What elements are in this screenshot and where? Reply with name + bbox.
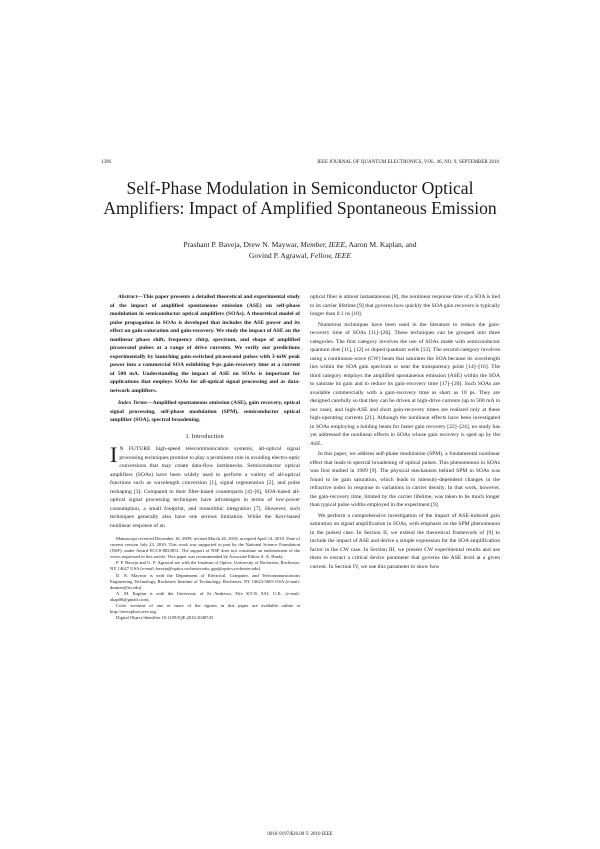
author-block: [130, 239, 470, 261]
section-heading-introduction: I. Introduction: [186, 433, 224, 440]
left-column: [110, 293, 300, 621]
footnotes: [110, 536, 300, 621]
author-names-1: Prashant P. Baveja, Drew N. Maywar,: [183, 240, 301, 249]
abstract-text: —This paper presents a detailed theoretical and experimental study of the impact of amplified spontaneous emission (ASE) on self-phase modulation in semiconductor optical amplifiers (SOAs). A theoretical model of pulse propagation in SOAs is developed that includes the ASE power and its effect on gain-saturation and gain-recovery. We study the impact of ASE on the nonlinear phase shift, frequency chirp, spectrum, and shape of amplified picosecond pulses at a range of drive currents. We verify our predictions experimentally by launching gain-switched picosecond pulses with 3-mW peak power into a commercial SOA exhibiting 9-ps gain-recovery time at a current of 500 mA. Understanding the impact of ASE on SOAs is important for applications that employs SOAs for all-optical signal processing and as data-network amplifiers.: [110, 294, 300, 394]
journal-header: IEEE JOURNAL OF QUANTUM ELECTRONICS, VOL. 46, NO. 9, SEPTEMBER 2010: [317, 160, 499, 165]
footnote-affiliation-3: A. M. Kaplan is with the University of St Andrews, Fife KY16 9AJ, U.K. (e-mail: akap06@gmail.com).: [110, 590, 300, 602]
drop-cap: I: [110, 442, 118, 467]
footnote-manuscript: Manuscript received December 16, 2009; revised March 26, 2010; accepted April 14, 2010. Date of current version July 23, 2010. This work was supported in part by the National Science Foundation (NSF), under Award ECCS-0823851. The support of NSF does not constitute an endorsement of the views expressed in this article. This paper was recommended by Associate Editor A. A. Hardy.: [110, 536, 300, 560]
body-paragraph-1: optical fiber is almost instantaneous [8], the nonlinear response time of a SOA is tied to its carrier lifetime [9] that governs how quickly the SOA gain recovers is typically longer than 0.1 ns [10].: [310, 294, 500, 317]
intro-paragraph: [110, 442, 300, 530]
body-paragraph-2: Numerous techniques have been used in the literature to reduce the gain-recovery time of SOAs [11]–[20]. These techniques can be grouped into three categories. The first category involves the use of SOAs made with semiconductor quantum dots [11], [12] or doped quantum wells [13]. The second category involves using a continuous-wave (CW) beam that saturates the SOA because its wavelength lies within the SOA gain spectrum or near the transparency point [14]–[16]. The third category employs the amplified spontaneous emission (ASE) within the SOA to saturate its gain and to reduce its gain-recovery time [17]–[20]. Such SOAs are available commercially with a gain-recovery time as short as 10 ps. They are designed carefully so that they can be driven at high-drive currents (up to 500 mA in our case), and high-ASE and short gain-recovery times are realized only at these high-operating currents [21]. Although the nonlinear effects have been investigated in SOAs employing a holding beam for faster gain recovery [22]–[24], no study has yet addressed the nonlinear effects in SOAs whose gain recovery is sped up by the ASE.: [310, 321, 500, 447]
author-names-2: Govind P. Agrawal,: [248, 251, 311, 260]
copyright-line: 0018-9197/$26.00 © 2010 IEEE: [267, 832, 333, 837]
footnote-doi: Digital Object Identifier 10.1109/JQE.2010.2048743: [116, 615, 214, 621]
abstract: [110, 293, 300, 395]
intro-text: high-speed telecommunication systems, all-optical signal processing techniques promise to play a prominent role in avoiding electro-optic conversions that may create data-flow bottlenecks. Semiconductor optical amplifiers (SOAs) have been widely used to perform a variety of all-optical functions such as wavelength conversion [1], signal regeneration [2], and pulse reshaping [3]. Compared to their fiber-based counterparts [4]–[6], SOA-based all-optical signal processing techniques have advantages in terms of low-power consumption, a small footprint, and monolithic integration [7]. However, such techniques generally also have one serious limitation. While the Kerr-based nonlinear response of an: [110, 446, 300, 529]
page-number: 1396: [101, 160, 111, 165]
intro-first-word: N FUTURE: [119, 446, 151, 452]
author-names-1b: , Aaron M. Kaplan, and: [345, 240, 417, 249]
body-paragraph-3: In this paper, we address self-phase modulation (SPM), a fundamental nonlinear effect that leads to spectral broadening of optical pulses. This phenomenon in SOAs was first studied in 1989 [9]. The physical mechanism behind SPM in SOAs was found to be gain saturation, which leads to intensity-dependent changes in the refractive index in response to variations in carrier density. In that work, however, the gain-recovery time, limited by the carrier lifetime, was taken to be much longer than typical pulse widths employed in the experiment [9].: [310, 451, 500, 508]
footnote-affiliation-1: P. P. Baveja and G. P. Agrawal are with the Institute of Optics, University of Rochester, Rochester, NY 14627 USA (e-mail: baveja@optics.rochester.edu; gpa@optics.rochester.edu).: [110, 560, 300, 572]
body-paragraph-4: We perform a comprehensive investigation of the impact of ASE-induced gain saturation on signal amplification in SOAs, with emphasis on the SPM phenomenon in the pulsed case. In Section II, we extend the theoretical framework of [9] to include the impact of ASE and derive a simple expression for the SOA amplification factor in the CW case. In Section III, we present CW experimental results and use them to extract a critical device parameter that governs the ASE level at a given current. In Section IV, we use this parameter to show how: [310, 512, 500, 570]
footnote-color: Color versions of one or more of the figures in this paper are available online at http://ieeexplore.ieee.org.: [110, 603, 300, 615]
index-terms-lead: Index Terms: [118, 400, 147, 406]
author-line-1: [130, 239, 470, 250]
footnote-affiliation-2: D. N. Maywar is with the Department of Electrical, Computer, and Telecommunications Engineering Technology, Rochester Institute of Technology, Rochester, NY 14623-5603 USA (e-mail: dnmiee@rit.edu).: [110, 572, 300, 590]
author-role-member: Member, IEEE: [300, 240, 346, 249]
author-line-2: [130, 250, 470, 261]
author-role-fellow: Fellow, IEEE: [310, 251, 352, 260]
abstract-lead: Abstract: [118, 294, 138, 300]
index-terms: [110, 399, 300, 425]
index-terms-text: —Amplified spontaneous emission (ASE), gain recovery, optical signal processing, self-phase modulation (SPM), semiconductor optical amplifier (SOA), spectral broadening.: [110, 400, 300, 423]
paper-title: Self-Phase Modulation in Semiconductor Optical Amplifiers: Impact of Amplified Spontaneous Emission: [103, 178, 497, 218]
right-column: [310, 293, 500, 573]
